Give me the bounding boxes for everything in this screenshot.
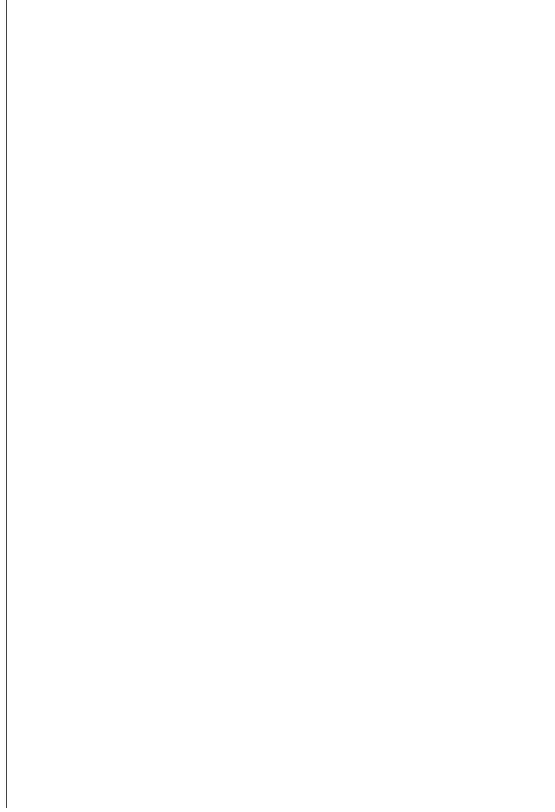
table-left-border (6, 0, 7, 808)
